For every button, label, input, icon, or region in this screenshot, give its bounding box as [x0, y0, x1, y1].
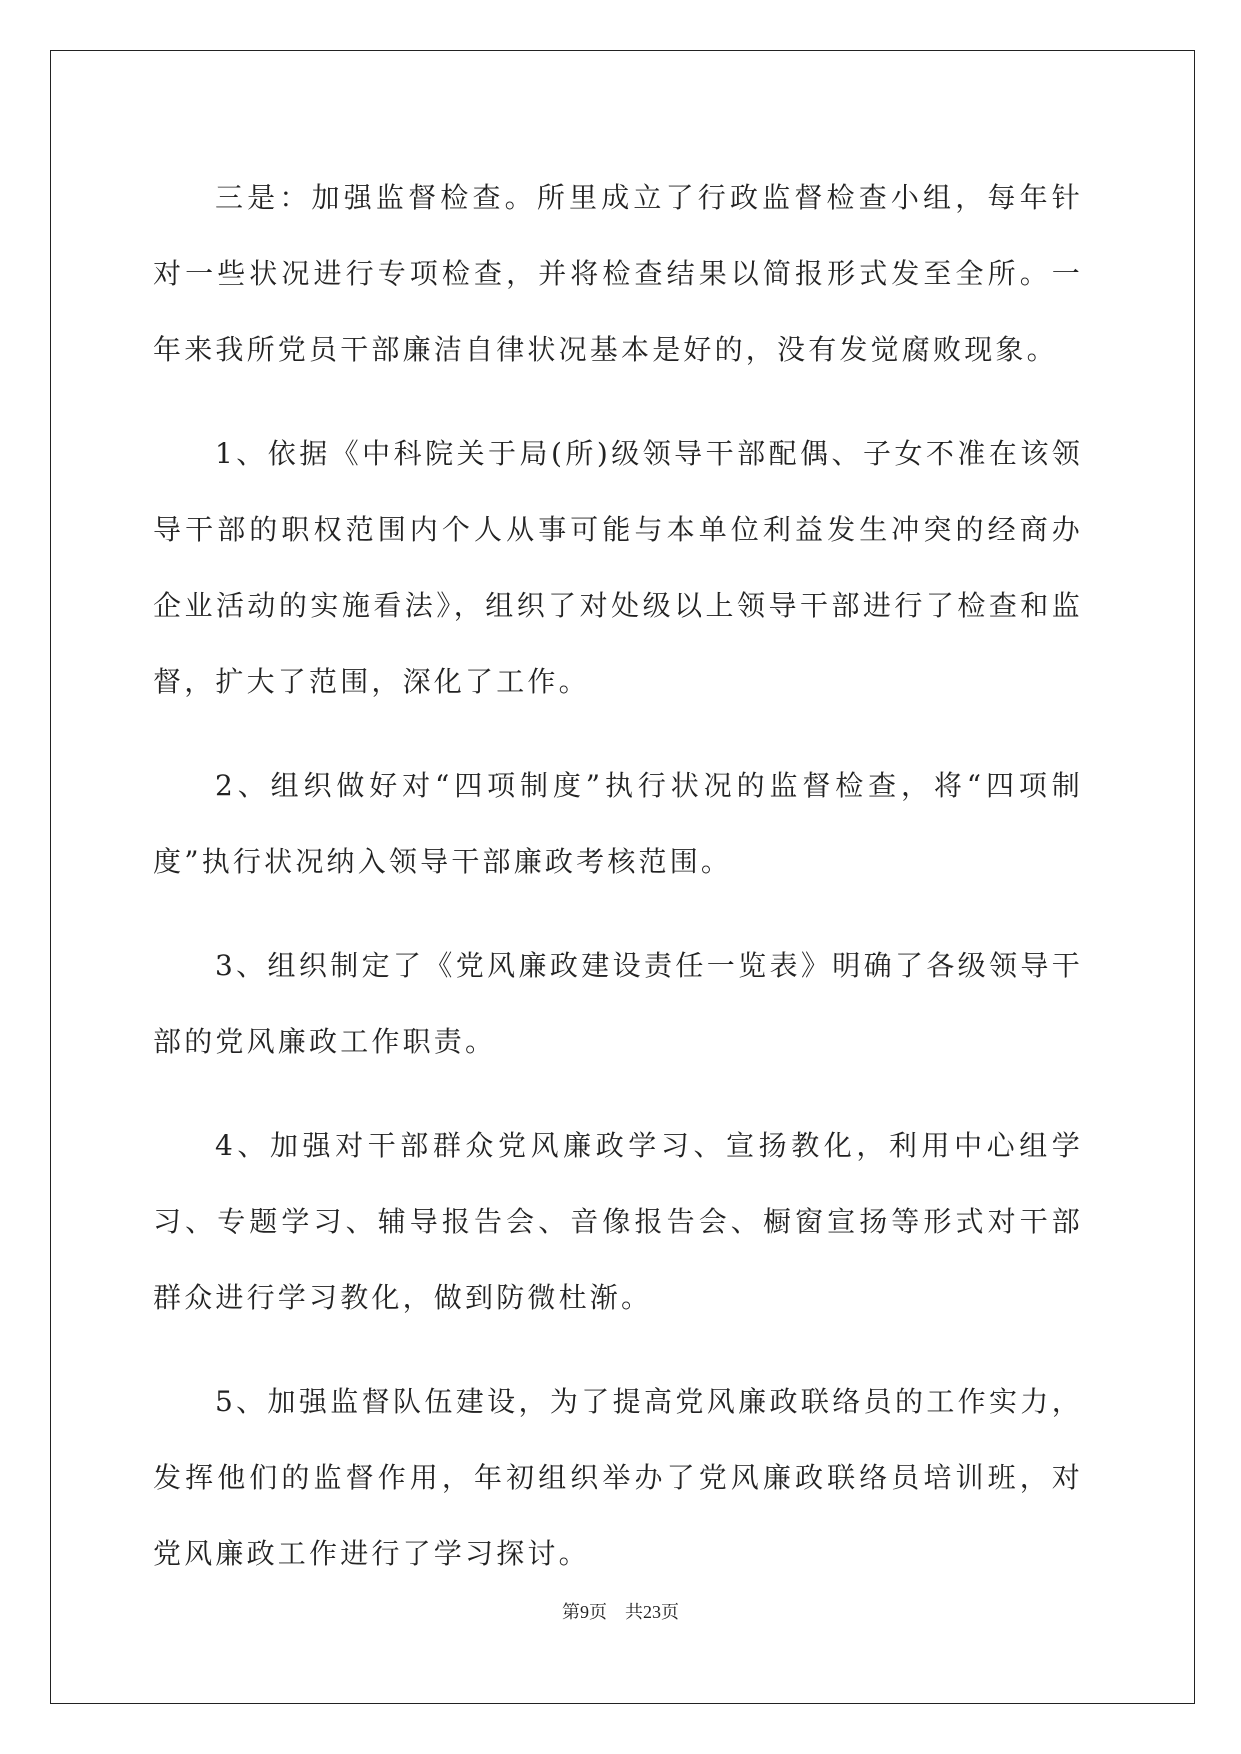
paragraph-5: 4、加强对干部群众党风廉政学习、宣扬教化，利用中心组学习、专题学习、辅导报告会、音像报告会、橱窗宣扬等形式对干部群众进行学习教化，做到防微杜渐。 — [153, 1129, 1083, 1314]
total-pages: 共23页 — [625, 1602, 679, 1622]
document-body — [153, 160, 1083, 1620]
paragraph-3: 2、组织做好对“四项制度”执行状况的监督检查，将“四项制度”执行状况纳入领导干部廉政考核范围。 — [153, 769, 1083, 878]
paragraph-4: 3、组织制定了《党风廉政建设责任一览表》明确了各级领导干部的党风廉政工作职责。 — [153, 949, 1083, 1058]
page-footer — [0, 1598, 1241, 1624]
paragraph-1: 三是：加强监督检查。所里成立了行政监督检查小组，每年针对一些状况进行专项检查，并将检查结果以简报形式发至全所。一年来我所党员干部廉洁自律状况基本是好的，没有发觉腐败现象。 — [153, 181, 1083, 366]
paragraph-6: 5、加强监督队伍建设，为了提高党风廉政联络员的工作实力，发挥他们的监督作用，年初组织举办了党风廉政联络员培训班，对党风廉政工作进行了学习探讨。 — [153, 1385, 1083, 1570]
page-number: 第9页 — [562, 1602, 607, 1622]
paragraph-2: 1、依据《中科院关于局(所)级领导干部配偶、子女不准在该领导干部的职权范围内个人从事可能与本单位利益发生冲突的经商办企业活动的实施看法》，组织了对处级以上领导干部进行了检查和监督，扩大了范围，深化了工作。 — [153, 437, 1083, 698]
